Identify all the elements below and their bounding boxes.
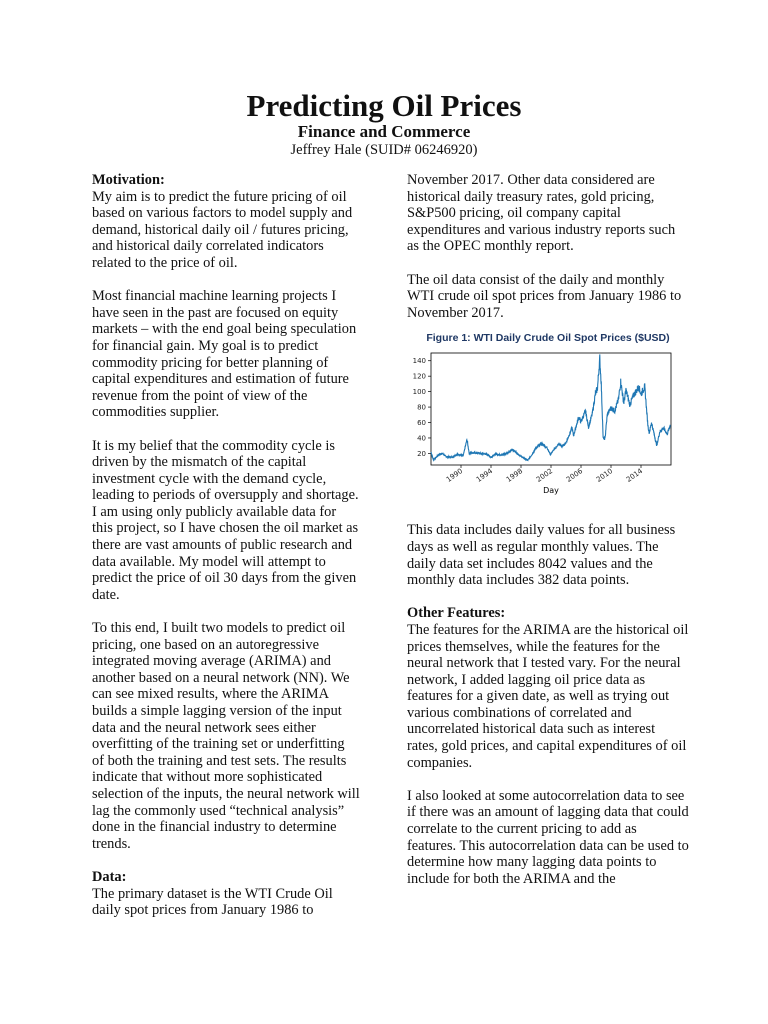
x-tick-label: 1990 — [444, 467, 465, 485]
y-ticks — [413, 358, 431, 459]
x-tick-label: 2014 — [624, 467, 645, 485]
x-tick-label: 2006 — [564, 467, 585, 485]
author-line: Jeffrey Hale (SUID# 06246920) — [290, 142, 478, 158]
series-line — [431, 355, 670, 461]
page-subtitle: Finance and Commerce — [297, 122, 471, 141]
data-paragraph-2: November 2017. Other data considered are historical daily treasury rates, gold pricing, S&P500 pricing, oil company capital expenditures and various industry reports such as the OPEC monthly report. — [407, 172, 676, 255]
oil-price-chart — [407, 345, 689, 520]
features-paragraph-1: The features for the ARIMA are the historical oil prices themselves, while the features for the neural network that I tested vary. For the neural network, I added lagging oil price data as features for a given date, as well as trying out various combinations of correlated and uncorrelated historical data such as interest rates, gold prices, and capital expenditures of oil companies. — [407, 621, 689, 771]
y-tick-label: 100 — [412, 388, 426, 397]
y-tick-label: 60 — [417, 419, 426, 428]
motivation-paragraph-1: My aim is to predict the future pricing of oil based on various factors to model supply and demand, historical daily oil / futures pricing, and historical daily correlated indicators related to the price of oil. — [92, 188, 353, 271]
motivation-paragraph-2: Most financial machine learning projects I have seen in the past are focused on equity markets – with the end goal being speculation for financial gain. My goal is to predict commodity pricing for better planning of capital expenditures and estimation of future revenue from the point of view of the commodities supplier. — [92, 288, 357, 421]
chart-axes — [431, 353, 671, 465]
data-paragraph-4: This data includes daily values for all business days as well as regular monthly values. The daily data set includes 8042 values and the monthly data includes 382 data points. — [407, 522, 676, 589]
other-features-heading: Other Features: — [407, 605, 506, 622]
y-tick-label: 20 — [417, 450, 426, 459]
x-tick-label: 1998 — [504, 467, 525, 485]
left-column — [92, 172, 360, 919]
motivation-heading: Motivation: — [92, 172, 165, 188]
x-ticks — [445, 465, 645, 484]
data-paragraph-1: The primary dataset is the WTI Crude Oil daily spot prices from January 1986 to — [92, 885, 333, 919]
x-tick-label: 1994 — [474, 467, 495, 485]
y-tick-label: 80 — [417, 403, 426, 412]
x-tick-label: 2002 — [534, 467, 555, 485]
figure-1 — [407, 329, 689, 522]
data-heading: Data: — [92, 868, 127, 885]
motivation-paragraph-3: It is my belief that the commodity cycle is driven by the mismatch of the capital investment cycle with the demand cycle, leading to periods of oversupply and shortage. I am using only publicly available data for this project, so I have chosen the oil market as there are vast amounts of public research and data available. My model will attempt to predict the price of oil 30 days from the given date. — [92, 437, 359, 603]
y-tick-label: 40 — [417, 434, 426, 443]
features-paragraph-2: I also looked at some autocorrelation data to see if there was an amount of lagging data that could correlate to the current pricing to add as features. This autocorrelation data can be used to determine how many lagging data points to include for both the ARIMA and the — [407, 787, 689, 887]
figure-title: Figure 1: WTI Daily Crude Oil Spot Prices ($USD) — [426, 332, 670, 345]
x-axis-label: Day — [543, 486, 559, 496]
plot-frame — [431, 353, 671, 465]
page-title: Predicting Oil Prices — [246, 88, 522, 123]
right-column — [407, 172, 689, 887]
data-paragraph-3: The oil data consist of the daily and monthly WTI crude oil spot prices from January 1986 to November 2017. — [407, 271, 682, 321]
y-tick-label: 120 — [412, 373, 426, 382]
y-tick-label: 140 — [412, 357, 426, 366]
motivation-paragraph-4: To this end, I built two models to predict oil pricing, one based on an autoregressive integrated moving average (ARIMA) and another based on a neural network (NN). We can see mixed results, where the ARIMA builds a simple lagging version of the input data and the neural network sees either overfitting of the training set or underfitting of both the training and test sets. The results indicate that without more sophisticated selection of the inputs, the neural network will lag the commonly used “technical analysis” done in the financial industry to determine trends. — [92, 620, 360, 852]
x-tick-label: 2010 — [594, 467, 615, 485]
